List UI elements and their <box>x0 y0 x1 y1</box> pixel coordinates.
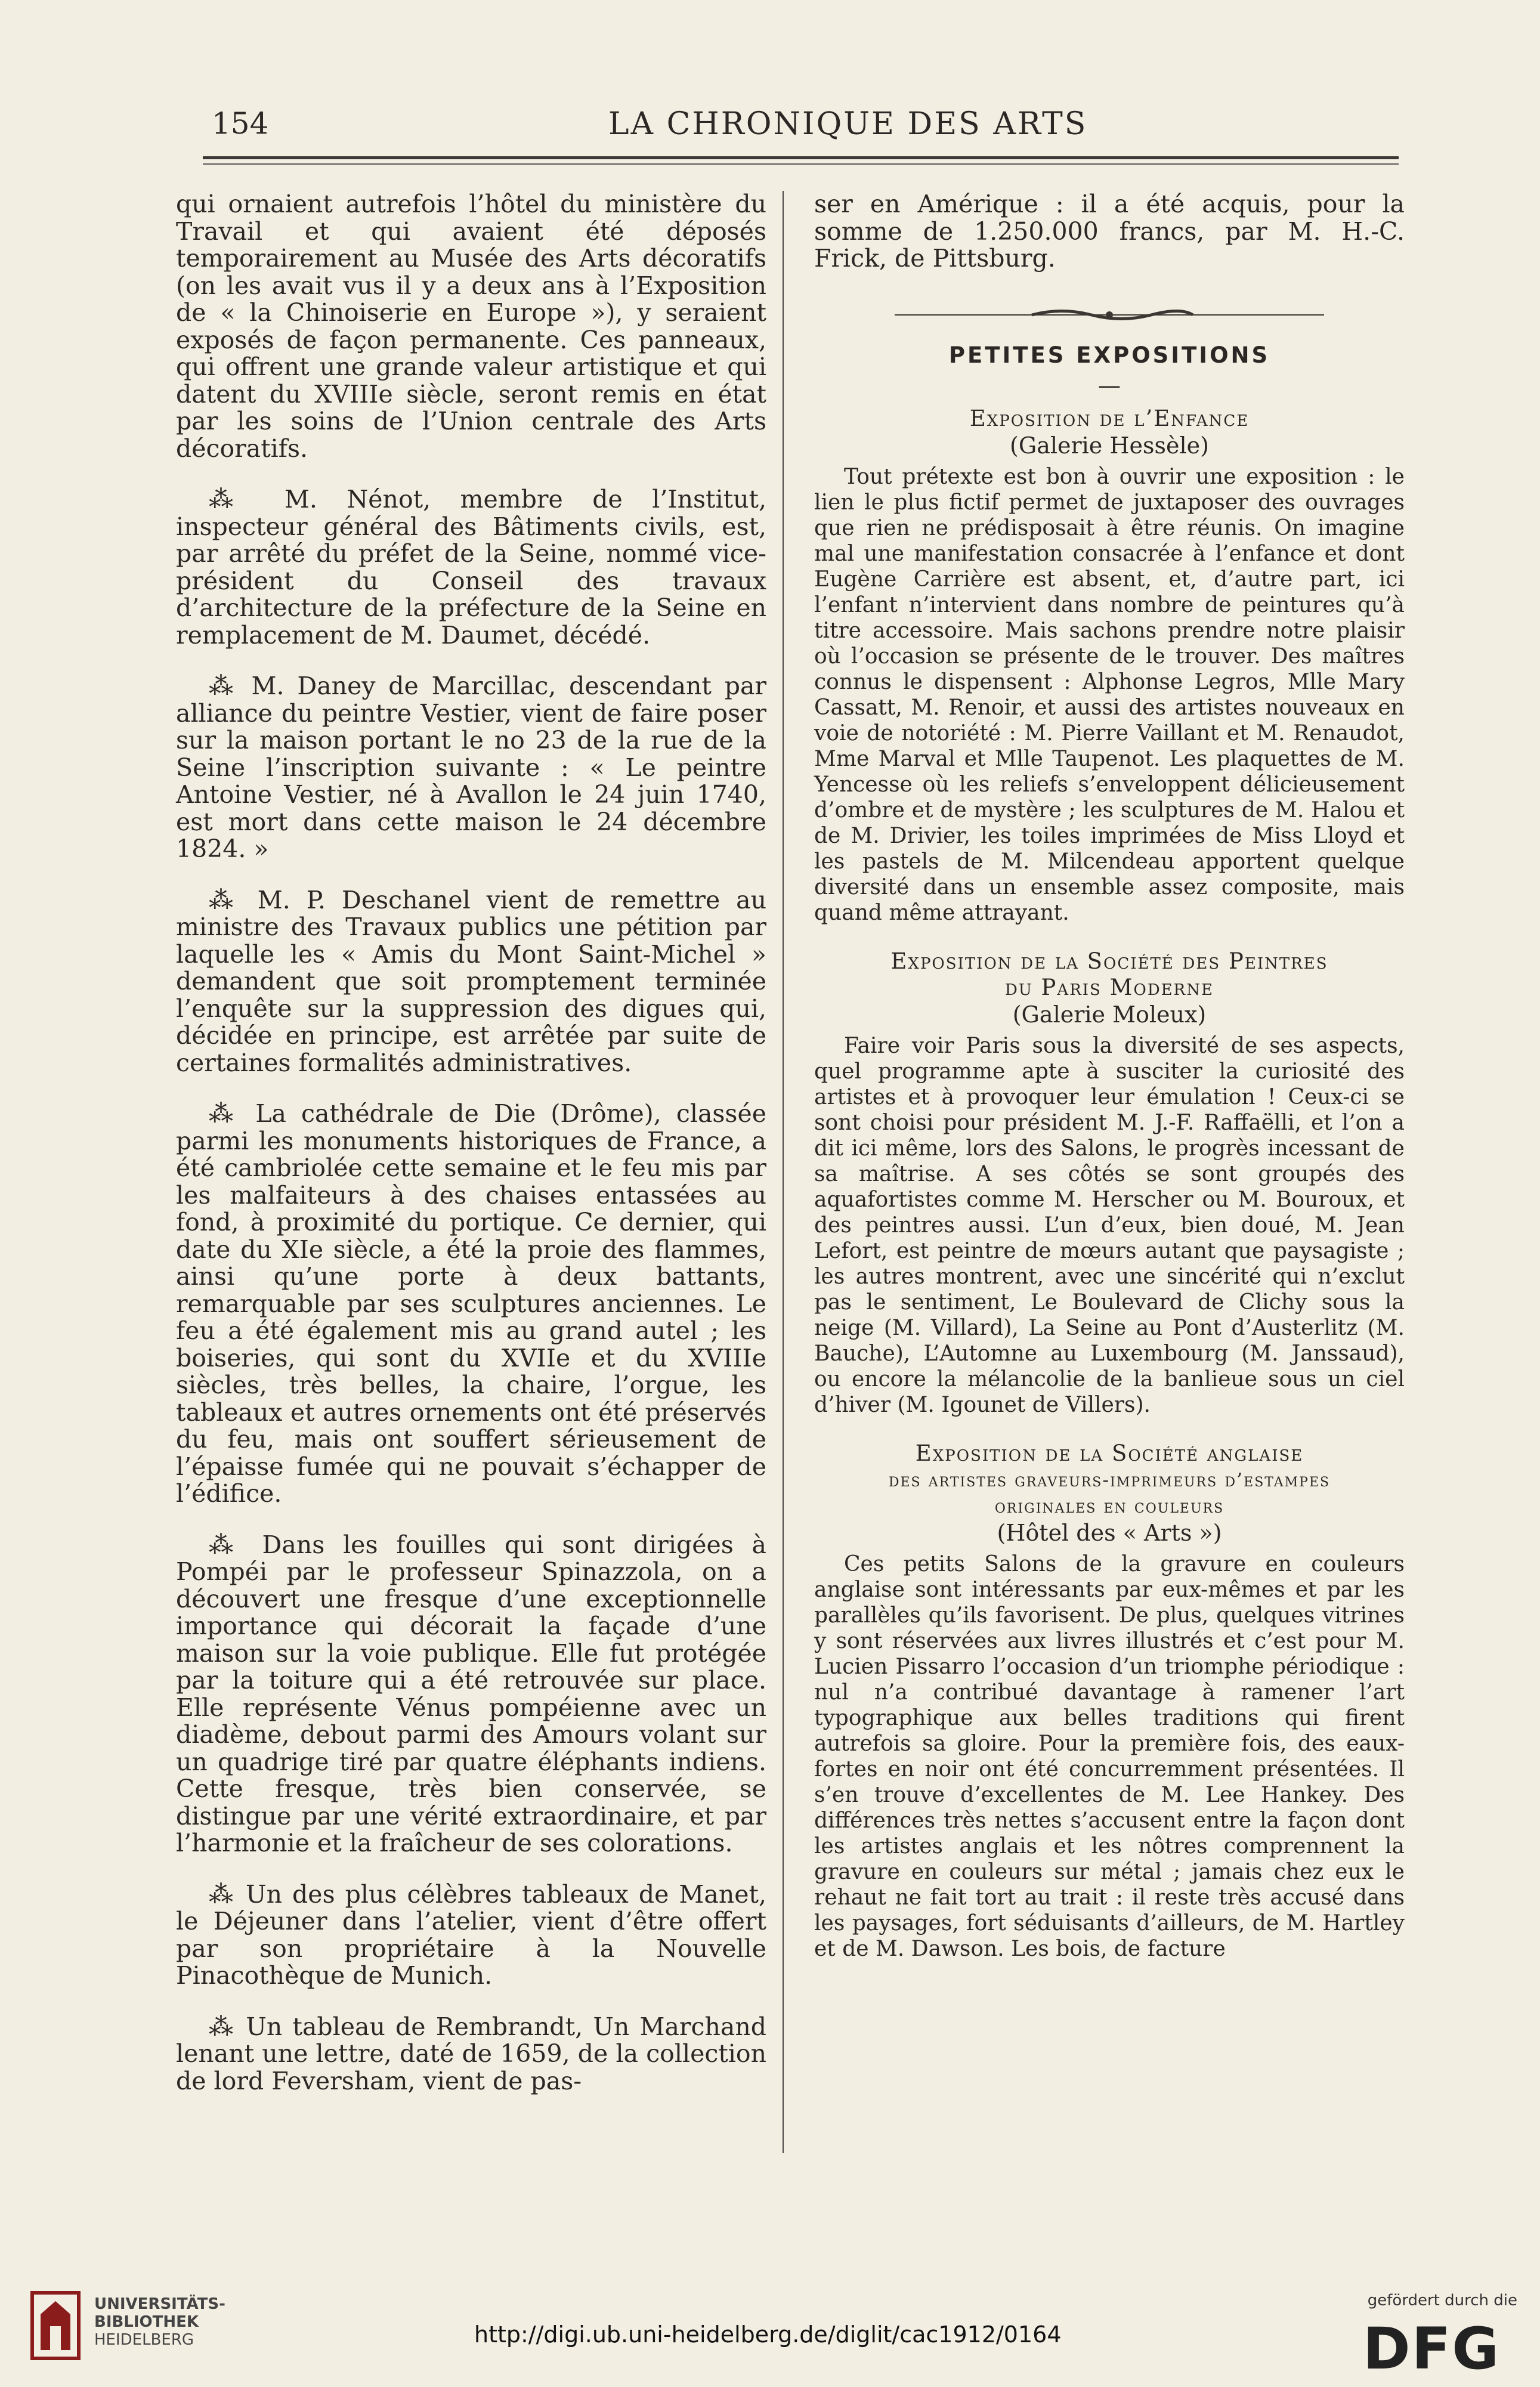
news-item-pompei: ⁂ Dans les fouilles qui sont dirigées à Pompéi par le professeur Spinazzola, on a découvert une fresque d’une exceptionnelle importance qui décorait la façade d’une maison sur la voie publique. Elle fut protégée par la toiture qui a été retrouvée sur place. Elle représente Vénus pompéienne avec un diadème, debout parmi des Amours volant sur un quadrige tiré par quatre éléphants indiens. Cette fresque, très bien conservée, se distingue par une vérité extraordinaire, et par l’harmonie et la fraîcheur de ses colorations. <box>176 1530 766 1857</box>
left-column <box>176 191 766 2119</box>
exhibition-title-anglaise-line1: Exposition de la Société anglaise <box>915 1440 1304 1466</box>
exhibition-review-gravure-anglaise: Ces petits Salons de la gravure en couleurs anglaise sont intéressants par eux-mêmes et par les parallèles qu’ils favorisent. De plus, quelques vitrines y sont réservées aux livres illustrés et c’est pour M. Lucien Pissarro l’occasion d’un triomphe périodique : nul n’a contribué davantage à ramener l’art typographique aux belles traditions qui firent autrefois sa gloire. Pour la première fois, des eaux-fortes en noir ont été concurremment présentées. Il s’en trouve d’excellentes de M. Lee Hankey. Des différences très nettes s’accusent entre la façon dont les artistes anglais et les nôtres comprennent la gravure en couleurs sur métal ; jamais chez eux le rehaut ne fait tort au trait : il reste très accusé dans les paysages, fort séduisants d’ailleurs, de M. Hartley et de M. Dawson. Les bois, de facture <box>814 1551 1405 1961</box>
exhibition-review-paris-moderne: Faire voir Paris sous la diversité de ses aspects, quel programme apte à susciter la curiosité des artistes et à provoquer leur émulation ! Ceux-ci se sont choisi pour président M. J.-F. Raffaëlli, et l’on a dit ici même, lors des Salons, le progrès incessant de sa maîtrise. A ses côtés se sont groupés des aquafortistes comme M. Herscher ou M. Bouroux, et des peintres aussi. L’un d’eux, bien doué, M. Jean Lefort, est peintre de mœurs autant que paysagiste ; les autres montrent, avec une sincérité qui n’exclut pas le sentiment, Le Boulevard de Clichy sous la neige (M. Villard), La Seine au Pont d’Austerlitz (M. Bauche), L’Automne au Luxembourg (M. Janssaud), ou encore la mélancolie de la banlieue sous un ciel d’hiver (M. Igounet de Villers). <box>814 1033 1405 1417</box>
news-item-cathedrale-die: ⁂ La cathédrale de Die (Drôme), classée parmi les monuments historiques de France, a été cambriolée cette semaine et le feu mis par les malfaiteurs à des chaises entassées au fond, à proximité du portique. Ce dernier, qui date du XIe siècle, a été la proie des flammes, ainsi qu’une porte à deux battants, remarquable par ses sculptures anciennes. Le feu a été également mis au grand autel ; les boiseries, qui sont du XVIIe et du XVIIIe siècles, très belles, la chaire, l’orgue, les tableaux et autres ornements ont été préservés du feu, mais ont souffert sérieusement de l’épaisse fumée qui ne pouvait s’échapper de l’édifice. <box>176 1099 766 1508</box>
source-url-link[interactable]: http://digi.ub.uni-heidelberg.de/diglit/cac1912/0164 <box>474 2321 1062 2348</box>
exhibition-title-peintres-line1: Exposition de la Société des Peintres <box>890 948 1328 974</box>
news-item-vestier: ⁂ M. Daney de Marcillac, descendant par alliance du peintre Vestier, vient de faire poser sur la maison portant le no 23 de la rue de la Seine l’inscription suivante : « Le peintre Antoine Vestier, né à Avallon le 24 juin 1740, est mort dans cette maison le 24 décembre 1824. » <box>176 672 766 863</box>
section-title-petites-expositions: PETITES EXPOSITIONS <box>948 342 1270 368</box>
paragraph-continued-right: ser en Amérique : il a été acquis, pour la somme de 1.250.000 francs, par M. H.-C. Frick, de Pittsburg. <box>814 190 1405 273</box>
news-item-mont-saint-michel: ⁂ M. P. Deschanel vient de remettre au ministre des Travaux publics une pétition par laquelle les « Amis du Mont Saint-Michel » demandent que soit promptement terminée l’enquête sur la suppression des digues qui, décidée en principe, est arrêtée par suite de certaines formalités administratives. <box>176 885 766 1077</box>
news-item-manet: ⁂ Un des plus célèbres tableaux de Manet, le Déjeuner dans l’atelier, vient d’être offert par son propriétaire à la Nouvelle Pinacothèque de Munich. <box>176 1879 766 1990</box>
exhibition-title-enfance: Exposition de l’Enfance <box>969 405 1250 431</box>
news-item-rembrandt: ⁂ Un tableau de Rembrandt, Un Marchand lenant une lettre, daté de 1659, de la collection de lord Feversham, vient de pas- <box>176 2012 766 2095</box>
exhibition-title-anglaise-line3: originales en couleurs <box>994 1494 1224 1517</box>
news-item-nenot: ⁂ M. Nénot, membre de l’Institut, inspecteur général des Bâtiments civils, est, par arrêté du préfet de la Seine, nommé vice-président du Conseil des travaux d’architecture de la préfecture de la Seine en remplacement de M. Daumet, décédé. <box>176 485 766 650</box>
sponsor-caption: gefördert durch die <box>1367 2292 1517 2309</box>
exhibition-title-anglaise-line2: des artistes graveurs-imprimeurs d’estampes <box>888 1468 1331 1491</box>
column-divider <box>783 191 784 2153</box>
ornament-divider <box>883 306 1336 324</box>
exhibition-venue-hotel-des-arts: (Hôtel des « Arts ») <box>997 1519 1222 1546</box>
exhibition-review-enfance: Tout prétexte est bon à ouvrir une exposition : le lien le plus fictif permet de juxtaposer des ouvrages que rien ne prédisposait à être réunis. On imagine mal une manifestation consacrée à l’enfance et dont Eugène Carrière est absent, et, d’autre part, ici l’enfant n’intervient dans nombre de peintures qu’à titre accessoire. Mais sachons prendre notre plaisir où l’occasion se présente de le trouver. Des maîtres connus le dispensent : Alphonse Legros, Mlle Mary Cassatt, M. Renoir, et aussi des artistes nouveaux en voie de notoriété : M. Pierre Vaillant et M. Renaudot, Mme Marval et Mlle Taupenot. Les plaquettes de M. Yencesse où les reliefs s’enveloppent délicieusement d’ombre et de mystère ; les sculptures de M. Halou et de M. Drivier, les toiles imprimées de Miss Lloyd et les pastels de M. Milcendeau apportent quelque diversité dans un ensemble assez composite, mais quand même attrayant. <box>814 464 1405 925</box>
university-library-name: UNIVERSITÄTS- BIBLIOTHEK HEIDELBERG <box>94 2295 225 2349</box>
exhibition-title-peintres-line2: du Paris Moderne <box>1005 974 1214 1000</box>
paragraph-continued: qui ornaient autrefois l’hôtel du ministère du Travail et qui avaient été déposés temporairement au Musée des Arts décoratifs (on les avait vus il y a deux ans à l’Exposition de « la Chinoiserie en Europe »), y seraient exposés de façon permanente. Ces panneaux, qui offrent une grande valeur artistique et qui datent du XVIIIe siècle, seront remis en état par les soins de l’Union centrale des Arts décoratifs. <box>176 190 766 463</box>
title-dash: — <box>1098 372 1121 398</box>
exhibition-venue-hessele: (Galerie Hessèle) <box>1010 432 1209 459</box>
header-rule-thin <box>203 163 1399 165</box>
page-number: 154 <box>212 106 269 141</box>
digitization-footer <box>0 2267 1540 2387</box>
header-rule <box>203 156 1399 159</box>
right-column <box>814 191 1405 1971</box>
university-library-logo-icon <box>29 2290 82 2361</box>
exhibition-venue-moleux: (Galerie Moleux) <box>1012 1001 1207 1028</box>
dfg-logo: DFG <box>1363 2315 1501 2382</box>
running-head: LA CHRONIQUE DES ARTS <box>608 106 1088 142</box>
